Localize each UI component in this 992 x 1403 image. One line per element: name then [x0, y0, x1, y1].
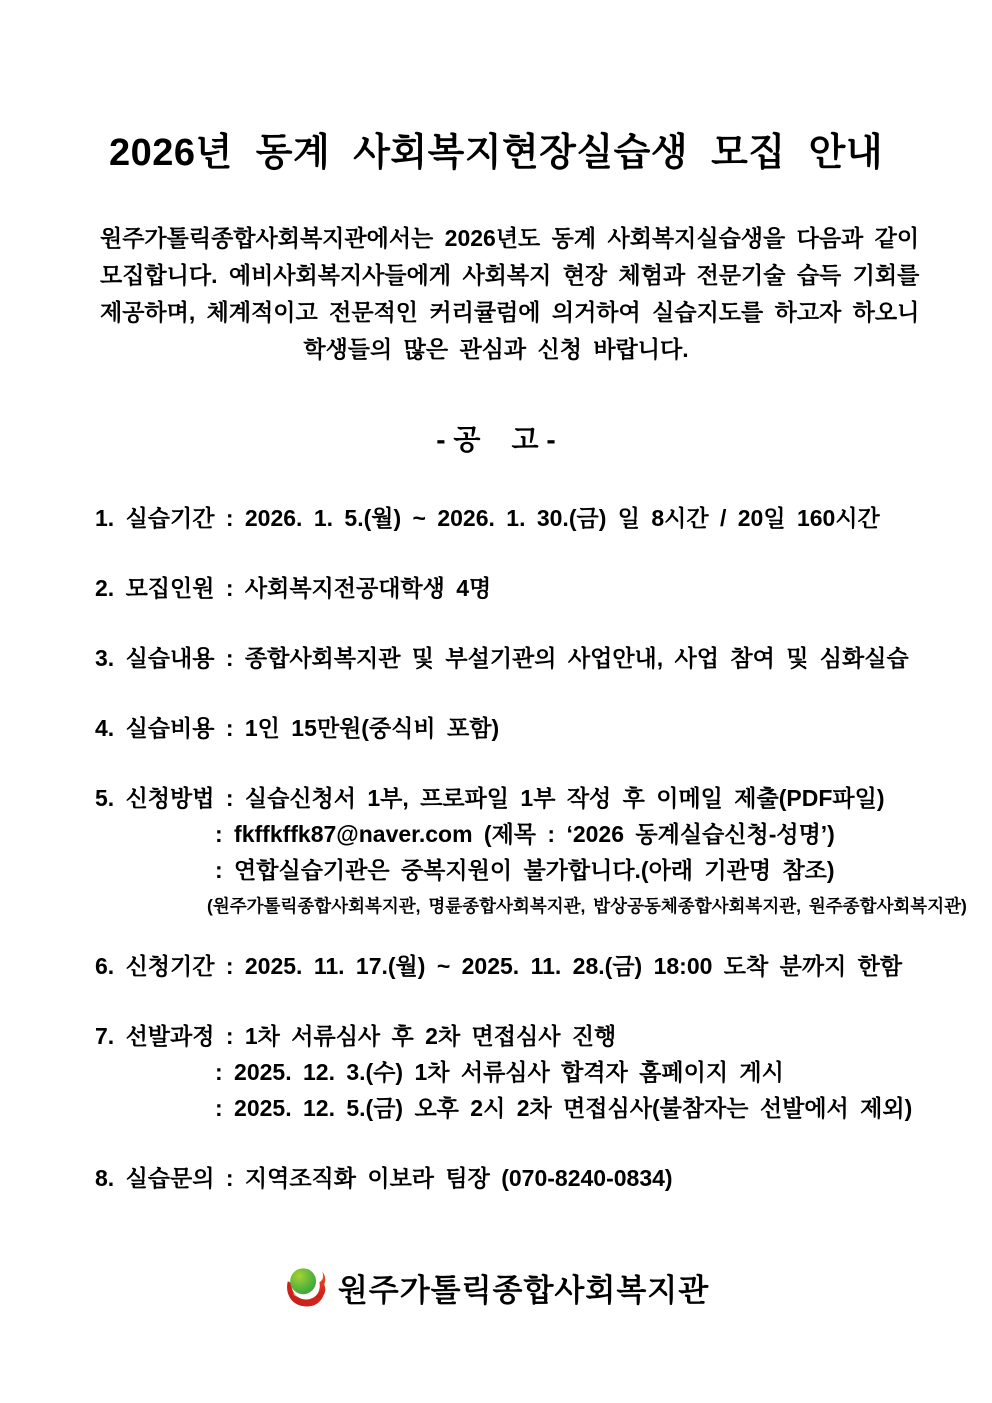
flame-globe-logo-icon: [283, 1264, 329, 1310]
notice-item-org-list-note: (원주가톨릭종합사회복지관, 명륜종합사회복지관, 밥상공동체종합사회복지관, 원주종합사회복지관): [207, 896, 967, 916]
notice-item-subtext-restriction: : 연합실습기관은 중복지원이 불가합니다.(아래 기관명 참조): [215, 857, 835, 883]
notice-item-application-method: [95, 780, 967, 924]
notice-item-text: 8. 실습문의 : 지역조직화 이보라 팀장 (070-8240-0834): [95, 1165, 673, 1191]
notice-item-text: 4. 실습비용 : 1인 15만원(중식비 포함): [95, 715, 500, 741]
footer-logo: [0, 1264, 992, 1310]
page-title: 2026년 동계 사회복지현장실습생 모집 안내: [108, 132, 884, 174]
notice-item-application-period: [95, 948, 952, 984]
notice-item-text: 6. 신청기간 : 2025. 11. 17.(월) ~ 2025. 11. 28.(금) 18:00 도착 분까지 한함: [95, 953, 903, 979]
intro-line: 모집합니다. 예비사회복지사들에게 사회복지 현장 체험과 전문기술 습득 기회를: [100, 262, 920, 288]
notice-item-practice-fee: [95, 710, 952, 746]
notice-item-selection-process: [95, 1018, 952, 1126]
notice-item-text: 2. 모집인원 : 사회복지전공대학생 4명: [95, 575, 492, 601]
notice-item-subtext-document-result: : 2025. 12. 3.(수) 1차 서류심사 합격자 홈페이지 게시: [215, 1059, 784, 1085]
notice-item-text: 1. 실습기간 : 2026. 1. 5.(월) ~ 2026. 1. 30.(금) 일 8시간 / 20일 160시간: [95, 505, 880, 531]
intro-line: 학생들의 많은 관심과 신청 바랍니다.: [303, 336, 689, 362]
notice-item-practice-period: [95, 500, 952, 536]
intro-line: 원주가톨릭종합사회복지관에서는 2026년도 동계 사회복지실습생을 다음과 같이: [100, 225, 920, 251]
notice-item-text: 7. 선발과정 : 1차 서류심사 후 2차 면접심사 진행: [95, 1023, 617, 1049]
notice-item-subtext-interview: : 2025. 12. 5.(금) 오후 2시 2차 면접심사(불참자는 선발에서 제외): [215, 1095, 913, 1121]
notice-list: [0, 500, 992, 1196]
notice-item-contact: [95, 1160, 952, 1196]
intro-line: 제공하며, 체계적이고 전문적인 커리큘럼에 의거하여 실습지도를 하고자 하오니: [100, 299, 920, 325]
notice-heading: - 공 고 -: [436, 424, 556, 455]
notice-item-text: 3. 실습내용 : 종합사회복지관 및 부설기관의 사업안내, 사업 참여 및 심화실습: [95, 645, 909, 671]
intro-paragraph: [100, 220, 920, 368]
notice-item-text: 5. 신청방법 : 실습신청서 1부, 프로파일 1부 작성 후 이메일 제출(PDF파일): [95, 785, 885, 811]
organization-name: 원주가톨릭종합사회복지관: [337, 1272, 710, 1308]
notice-item-practice-content: [95, 640, 952, 676]
notice-item-subtext-email: : fkffkffk87@naver.com (제목 : ‘2026 동계실습신청-성명’): [215, 821, 835, 847]
notice-item-recruitment-count: [95, 570, 952, 606]
